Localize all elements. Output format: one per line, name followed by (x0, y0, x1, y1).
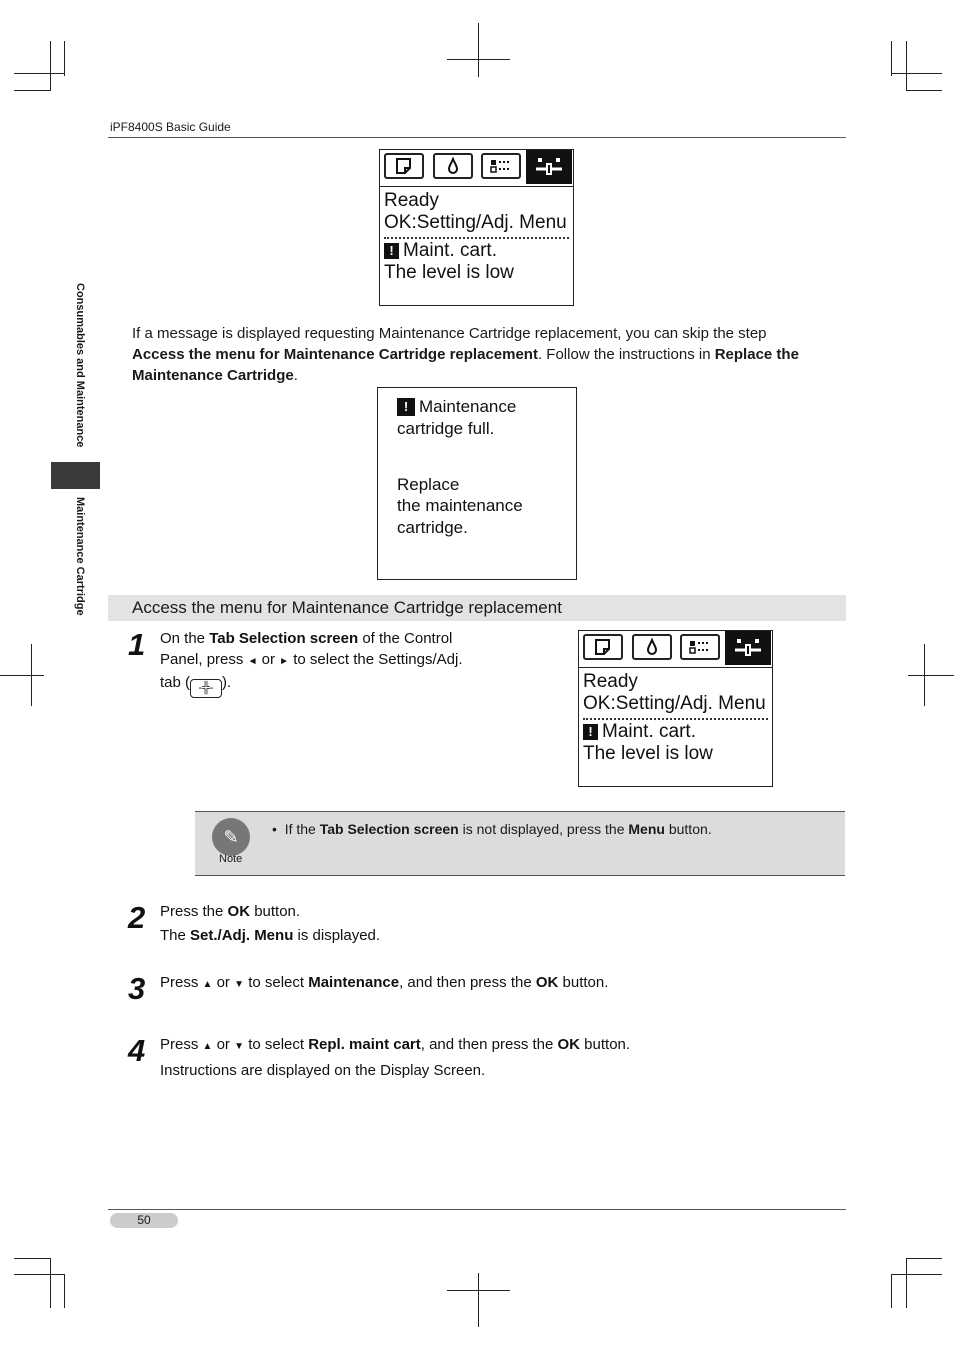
display-menu-hint: OK:Setting/Adj. Menu (583, 693, 766, 714)
step-number: 4 (128, 1033, 146, 1068)
step-1-text: On the Tab Selection screen of the Control Panel, press ◄ or ► to select the Settings/Adj. tab ( -╬- ). (160, 628, 520, 698)
display-status: Ready (583, 671, 638, 692)
note-box (195, 811, 845, 876)
down-arrow-icon: ▼ (234, 1041, 245, 1052)
paper-tab-icon (384, 153, 424, 179)
display-divider (583, 718, 768, 720)
left-arrow-icon: ◄ (247, 656, 258, 667)
section-heading: Access the menu for Maintenance Cartridge replacement (108, 595, 846, 621)
intro-paragraph: If a message is displayed requesting Maintenance Cartridge replacement, you can skip the step Access the menu for Maintenance Cartridge replacement. Follow the instructions in Replace the Maintenance Cartridge. (132, 325, 799, 384)
page-number: 50 (110, 1213, 178, 1228)
settings-tab-inline-icon: -╬- (190, 679, 222, 698)
header-title: iPF8400S Basic Guide (110, 120, 231, 134)
control-panel-display (578, 630, 773, 787)
note-text: • If the Tab Selection screen is not displayed, press the Menu button. (272, 821, 712, 837)
warning-icon: ! (583, 724, 598, 740)
up-arrow-icon: ▲ (202, 1041, 213, 1052)
step-number: 1 (128, 627, 146, 662)
display-divider (384, 237, 569, 239)
side-tab-marker (51, 462, 100, 489)
display-warning-line: ! Maint. cart. (583, 721, 696, 743)
right-arrow-icon: ► (279, 656, 290, 667)
display-tab-bar (380, 150, 573, 187)
maintenance-full-message: ! Maintenance cartridge full. Replace the maintenance cartridge. (377, 387, 577, 580)
display-warning-detail: The level is low (583, 743, 713, 764)
display-tab-bar (579, 631, 772, 668)
ink-tab-icon (632, 634, 672, 660)
display-status: Ready (384, 190, 439, 211)
side-label-chapter: Consumables and Maintenance (74, 283, 86, 448)
display-menu-hint: OK:Setting/Adj. Menu (384, 212, 567, 233)
step-number: 3 (128, 971, 146, 1006)
note-label: Note (219, 853, 243, 865)
settings-tab-icon (725, 631, 771, 665)
display-warning-line: ! Maint. cart. (384, 240, 497, 262)
job-tab-icon (481, 153, 521, 179)
step-2-text: Press the OK button. The Set./Adj. Menu is displayed. (160, 903, 381, 944)
job-tab-icon (680, 634, 720, 660)
warning-icon: ! (384, 243, 399, 259)
control-panel-display (379, 149, 574, 306)
footer-rule (108, 1209, 846, 1210)
ink-tab-icon (433, 153, 473, 179)
header-rule (108, 137, 846, 138)
step-3-text: Press ▲ or ▼ to select Maintenance, and then press the OK button. (160, 974, 609, 991)
down-arrow-icon: ▼ (234, 979, 245, 990)
intro-step-link: Access the menu for Maintenance Cartridge replacement (132, 346, 538, 363)
side-label-section: Maintenance Cartridge (74, 497, 86, 616)
paper-tab-icon (583, 634, 623, 660)
pencil-note-icon: ✎ (212, 818, 250, 856)
display-warning-detail: The level is low (384, 262, 514, 283)
settings-tab-icon (526, 150, 572, 184)
step-4-text: Press ▲ or ▼ to select Repl. maint cart, and then press the OK button. Instructions are displayed on the Display Screen. (160, 1036, 631, 1079)
up-arrow-icon: ▲ (202, 979, 213, 990)
step-number: 2 (128, 900, 146, 935)
warning-icon: ! (397, 398, 415, 416)
